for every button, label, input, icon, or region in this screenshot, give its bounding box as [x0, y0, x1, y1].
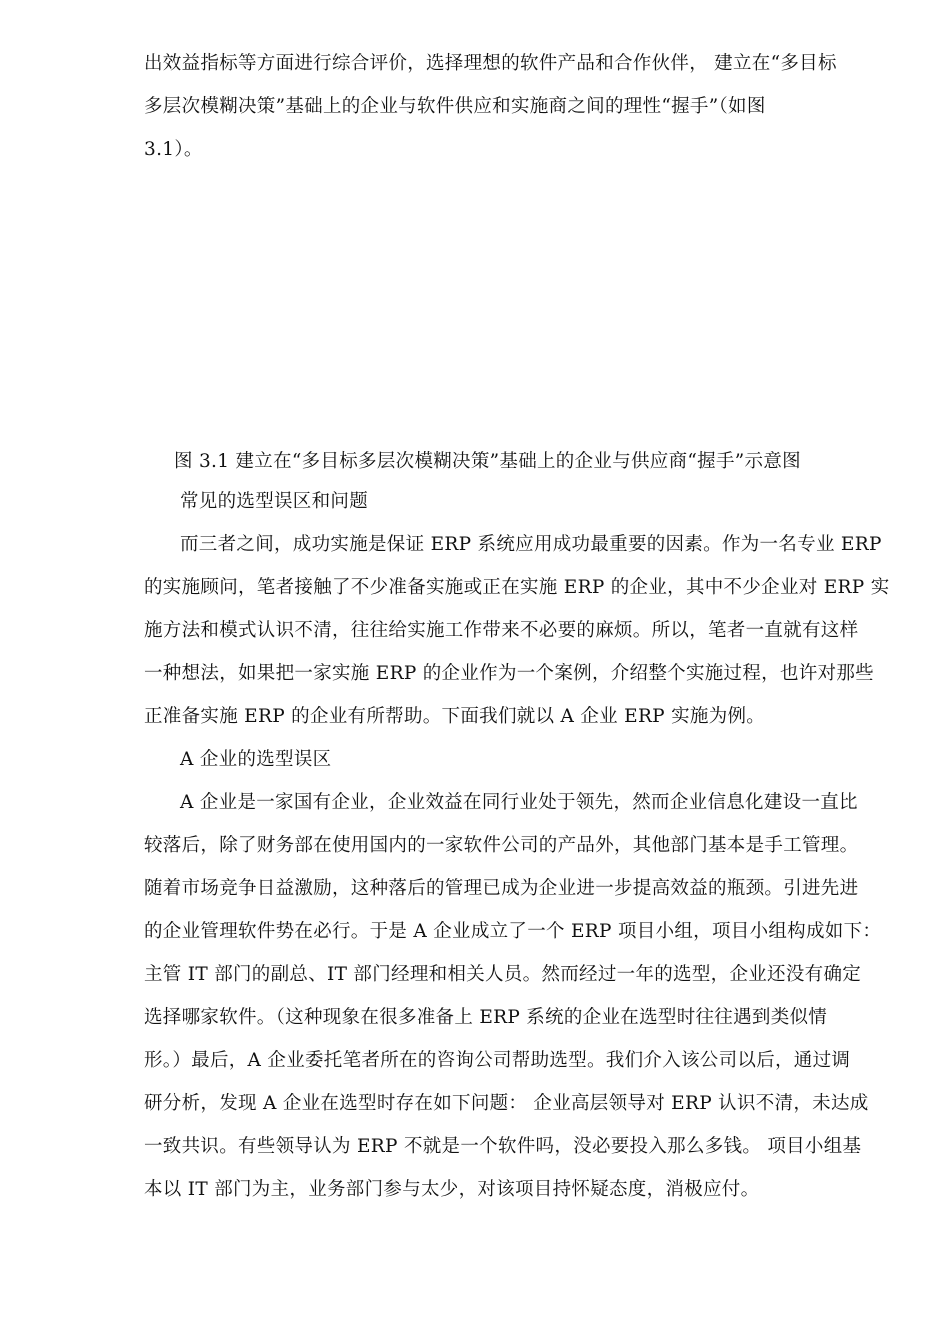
intro-line-1: 出效益指标等方面进行综合评价，选择理想的软件产品和合作伙伴， 建立在“多目标 [144, 53, 837, 74]
intro-line-3: 3.1）。 [144, 139, 203, 160]
paragraph-2-line-5: 正准备实施 ERP 的企业有所帮助。下面我们就以 A 企业 ERP 实施为例。 [144, 706, 766, 727]
paragraph-2-line-1: 而三者之间，成功实施是保证 ERP 系统应用成功最重要的因素。作为一名专业 ERP [180, 534, 882, 555]
paragraph-3-line-4: 的企业管理软件势在必行。于是 A 企业成立了一个 ERP 项目小组，项目小组构成如下： [144, 921, 882, 942]
intro-line-2: 多层次模糊决策”基础上的企业与软件供应和实施商之间的理性“握手”（如图 [144, 96, 766, 117]
paragraph-3-line-3: 随着市场竞争日益激励，这种落后的管理已成为企业进一步提高效益的瓶颈。引进先进 [144, 878, 859, 899]
figure-caption: 图 3.1 建立在“多目标多层次模糊决策”基础上的企业与供应商“握手”示意图 [174, 451, 801, 472]
paragraph-3-line-8: 研分析，发现 A 企业在选型时存在如下问题： 企业高层领导对 ERP 认识不清，未达成 [144, 1093, 869, 1114]
paragraph-3-line-5: 主管 IT 部门的副总、IT 部门经理和相关人员。然而经过一年的选型，企业还没有确定 [144, 964, 862, 985]
paragraph-2-line-3: 施方法和模式认识不清，往往给实施工作带来不必要的麻烦。所以，笔者一直就有这样 [144, 620, 859, 641]
paragraph-3-line-6: 选择哪家软件。（这种现象在很多准备上 ERP 系统的企业在选型时往往遇到类似情 [144, 1007, 828, 1028]
paragraph-3-line-2: 较落后，除了财务部在使用国内的一家软件公司的产品外，其他部门基本是手工管理。 [144, 835, 859, 856]
section-heading-common-mistakes: 常见的选型误区和问题 [180, 491, 369, 512]
figure-placeholder [144, 180, 864, 430]
section-heading-company-a: A 企业的选型误区 [180, 749, 332, 770]
paragraph-2-line-2: 的实施顾问，笔者接触了不少准备实施或正在实施 ERP 的企业，其中不少企业对 ERP 实 [144, 577, 890, 598]
paragraph-2-line-4: 一种想法，如果把一家实施 ERP 的企业作为一个案例，介绍整个实施过程，也许对那些 [144, 663, 874, 684]
paragraph-3-line-7: 形。）最后，A 企业委托笔者所在的咨询公司帮助选型。我们介入该公司以后，通过调 [144, 1050, 851, 1071]
paragraph-3-line-10: 本以 IT 部门为主，业务部门参与太少，对该项目持怀疑态度，消极应付。 [144, 1179, 760, 1200]
paragraph-3-line-9: 一致共识。有些领导认为 ERP 不就是一个软件吗，没必要投入那么多钱。 项目小组基 [144, 1136, 862, 1157]
paragraph-3-line-1: A 企业是一家国有企业，企业效益在同行业处于领先，然而企业信息化建设一直比 [180, 792, 858, 813]
